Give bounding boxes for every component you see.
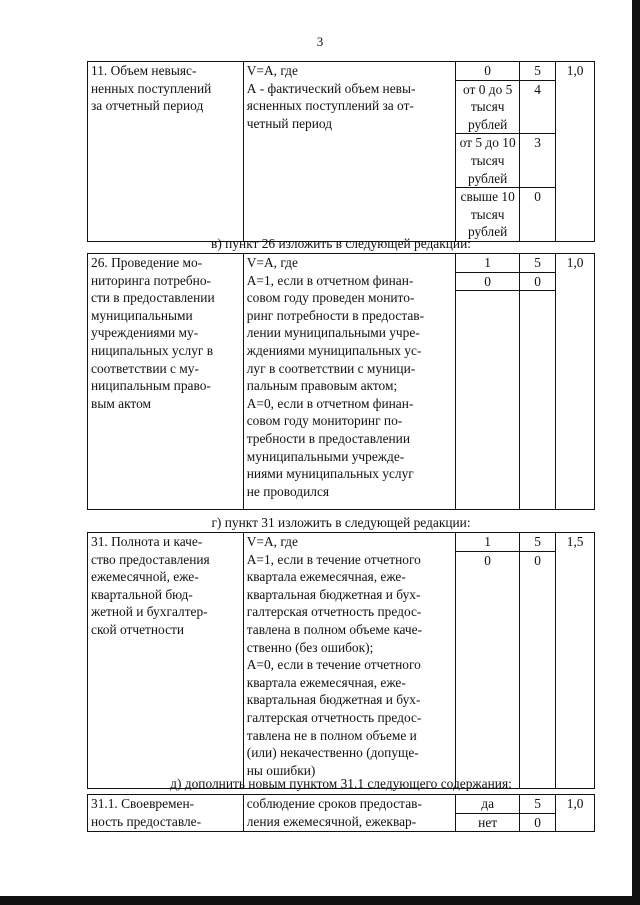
text-line: муниципальными учрежде-	[246, 448, 405, 464]
text-line: А=0, если в течение отчетного	[246, 657, 421, 673]
amendment-caption-v: в) пункт 26 изложить в следующей редакции:	[211, 236, 471, 251]
text-line: совом году проведен монито-	[246, 290, 415, 306]
text-line: сти в предоставлении	[91, 290, 215, 306]
value-cond: да	[456, 795, 519, 813]
text-line: тавлена не в полном объеме и	[246, 727, 417, 743]
text-line: А=1, если в отчетном финан-	[246, 272, 414, 288]
text-line: ниторинга потребно-	[91, 272, 211, 288]
text-line: муниципальными	[91, 307, 193, 323]
value-points: 5	[519, 533, 555, 551]
text-line: луг в соответствии с муници-	[246, 360, 416, 376]
text-line: А - фактический объем невы-	[246, 80, 416, 96]
text-line: 26. Проведение мо-	[91, 255, 203, 270]
criterion-values-31-1	[456, 795, 556, 832]
criterion-formula-31	[243, 533, 456, 789]
text-line: требности в предоставлении	[246, 430, 411, 446]
text-line: 31. Полнота и каче-	[91, 534, 203, 549]
criterion-weight-31-1: 1,0	[556, 795, 595, 832]
text-line: квартала ежемесячная, еже-	[246, 569, 406, 585]
text-line: четный период	[246, 115, 333, 131]
text-line: квартальная бюджетная и бух-	[246, 692, 421, 708]
value-points: 0	[519, 272, 555, 291]
criteria-table-row-31-1	[87, 794, 595, 832]
value-points: 0	[534, 814, 541, 830]
value-cond: от 5 до 10 тысяч рублей	[456, 134, 519, 188]
criteria-table-row-26	[87, 253, 595, 510]
text-line: ждениями муниципальных ус-	[246, 342, 422, 358]
criterion-name-31-1	[88, 795, 244, 832]
value-cond: от 0 до 5 тысяч рублей	[456, 80, 519, 134]
value-cond: 0	[456, 62, 519, 80]
value-cond: 0	[456, 272, 519, 291]
text-line: V=A, где	[246, 63, 298, 78]
text-line: ниципальных услуг в	[91, 342, 214, 358]
text-line: ринг потребности в предостав-	[246, 307, 425, 323]
text-line: ны ошибки)	[246, 762, 316, 778]
text-line: V=A, где	[246, 255, 298, 270]
criterion-name-26	[88, 254, 244, 510]
text-line: за отчетный период	[91, 98, 204, 114]
text-line: ежемесячной, еже-	[91, 569, 199, 585]
text-line: ность предоставле-	[91, 813, 202, 829]
text-line: V=A, где	[246, 534, 298, 549]
text-line: ственно (без ошибок);	[246, 639, 374, 655]
text-line: не проводился	[246, 483, 330, 499]
value-points: 0	[534, 189, 541, 205]
text-line: лении муниципальными учре-	[246, 325, 420, 341]
criterion-formula-26	[243, 254, 456, 510]
text-line: 31.1. Своевремен-	[91, 796, 195, 811]
amendment-caption-g: г) пункт 31 изложить в следующей редакции:	[211, 515, 471, 530]
text-line: галтерская отчетность предос-	[246, 709, 422, 725]
criterion-name-11	[88, 62, 244, 242]
criterion-weight-31: 1,5	[556, 533, 595, 789]
text-line: ясненных поступлений за от-	[246, 98, 414, 114]
criterion-values-31	[456, 533, 556, 789]
text-line: учреждениями му-	[91, 325, 199, 341]
page-number: 3	[316, 34, 324, 49]
text-line: совом году мониторинг по-	[246, 413, 403, 429]
text-line: квартальной бюд-	[91, 586, 193, 602]
text-line: тавлена в полном объеме каче-	[246, 621, 423, 637]
text-line: галтерская отчетность предос-	[246, 604, 422, 620]
value-points: 5	[519, 62, 555, 80]
text-line: соответствии с му-	[91, 360, 199, 376]
criteria-table-row-11	[87, 61, 595, 242]
criterion-formula-31-1	[243, 795, 456, 832]
value-points: 0	[534, 552, 541, 568]
value-cond: 0	[456, 551, 519, 788]
text-line: ство предоставления	[91, 551, 210, 567]
text-line: квартальная бюджетная и бух-	[246, 586, 421, 602]
scan-edge-right	[632, 0, 640, 905]
text-line: А=0, если в отчетном финан-	[246, 395, 414, 411]
value-cond: 1	[456, 533, 519, 551]
criterion-name-31	[88, 533, 244, 789]
text-line: соблюдение сроков предостав-	[246, 796, 422, 811]
text-line: А=1, если в течение отчетного	[246, 551, 421, 567]
criterion-values-11	[456, 62, 556, 242]
text-line: ления ежемесячной, ежеквар-	[246, 813, 417, 829]
text-line: жетной и бухгалтер-	[91, 604, 208, 620]
text-line: пальным правовым актом;	[246, 378, 398, 394]
text-line: вым актом	[91, 395, 152, 411]
criteria-table-row-31	[87, 532, 595, 789]
value-cond: 1	[456, 254, 519, 272]
value-cond: свыше 10 тысяч рублей	[456, 188, 519, 241]
text-line: 11. Объем невыяс-	[91, 63, 197, 78]
criterion-formula-11	[243, 62, 456, 242]
text-line: ниями муниципальных услуг	[246, 466, 414, 482]
text-line: квартала ежемесячная, еже-	[246, 674, 406, 690]
scan-edge-bottom	[0, 896, 640, 905]
amendment-caption-d: д) дополнить новым пунктом 31.1 следующего содержания:	[170, 776, 512, 791]
value-points: 3	[519, 134, 555, 188]
value-points: 5	[519, 254, 555, 272]
text-line: ской отчетности	[91, 621, 185, 637]
criterion-weight-26: 1,0	[556, 254, 595, 510]
value-points: 5	[519, 795, 555, 813]
text-line: ненных поступлений	[91, 80, 212, 96]
value-cond: нет	[456, 813, 519, 831]
text-line: ниципальным право-	[91, 378, 211, 394]
criterion-values-26	[456, 254, 556, 510]
criterion-weight-11: 1,0	[556, 62, 595, 242]
value-points: 4	[519, 80, 555, 134]
text-line: (или) некачественно (допуще-	[246, 745, 419, 761]
